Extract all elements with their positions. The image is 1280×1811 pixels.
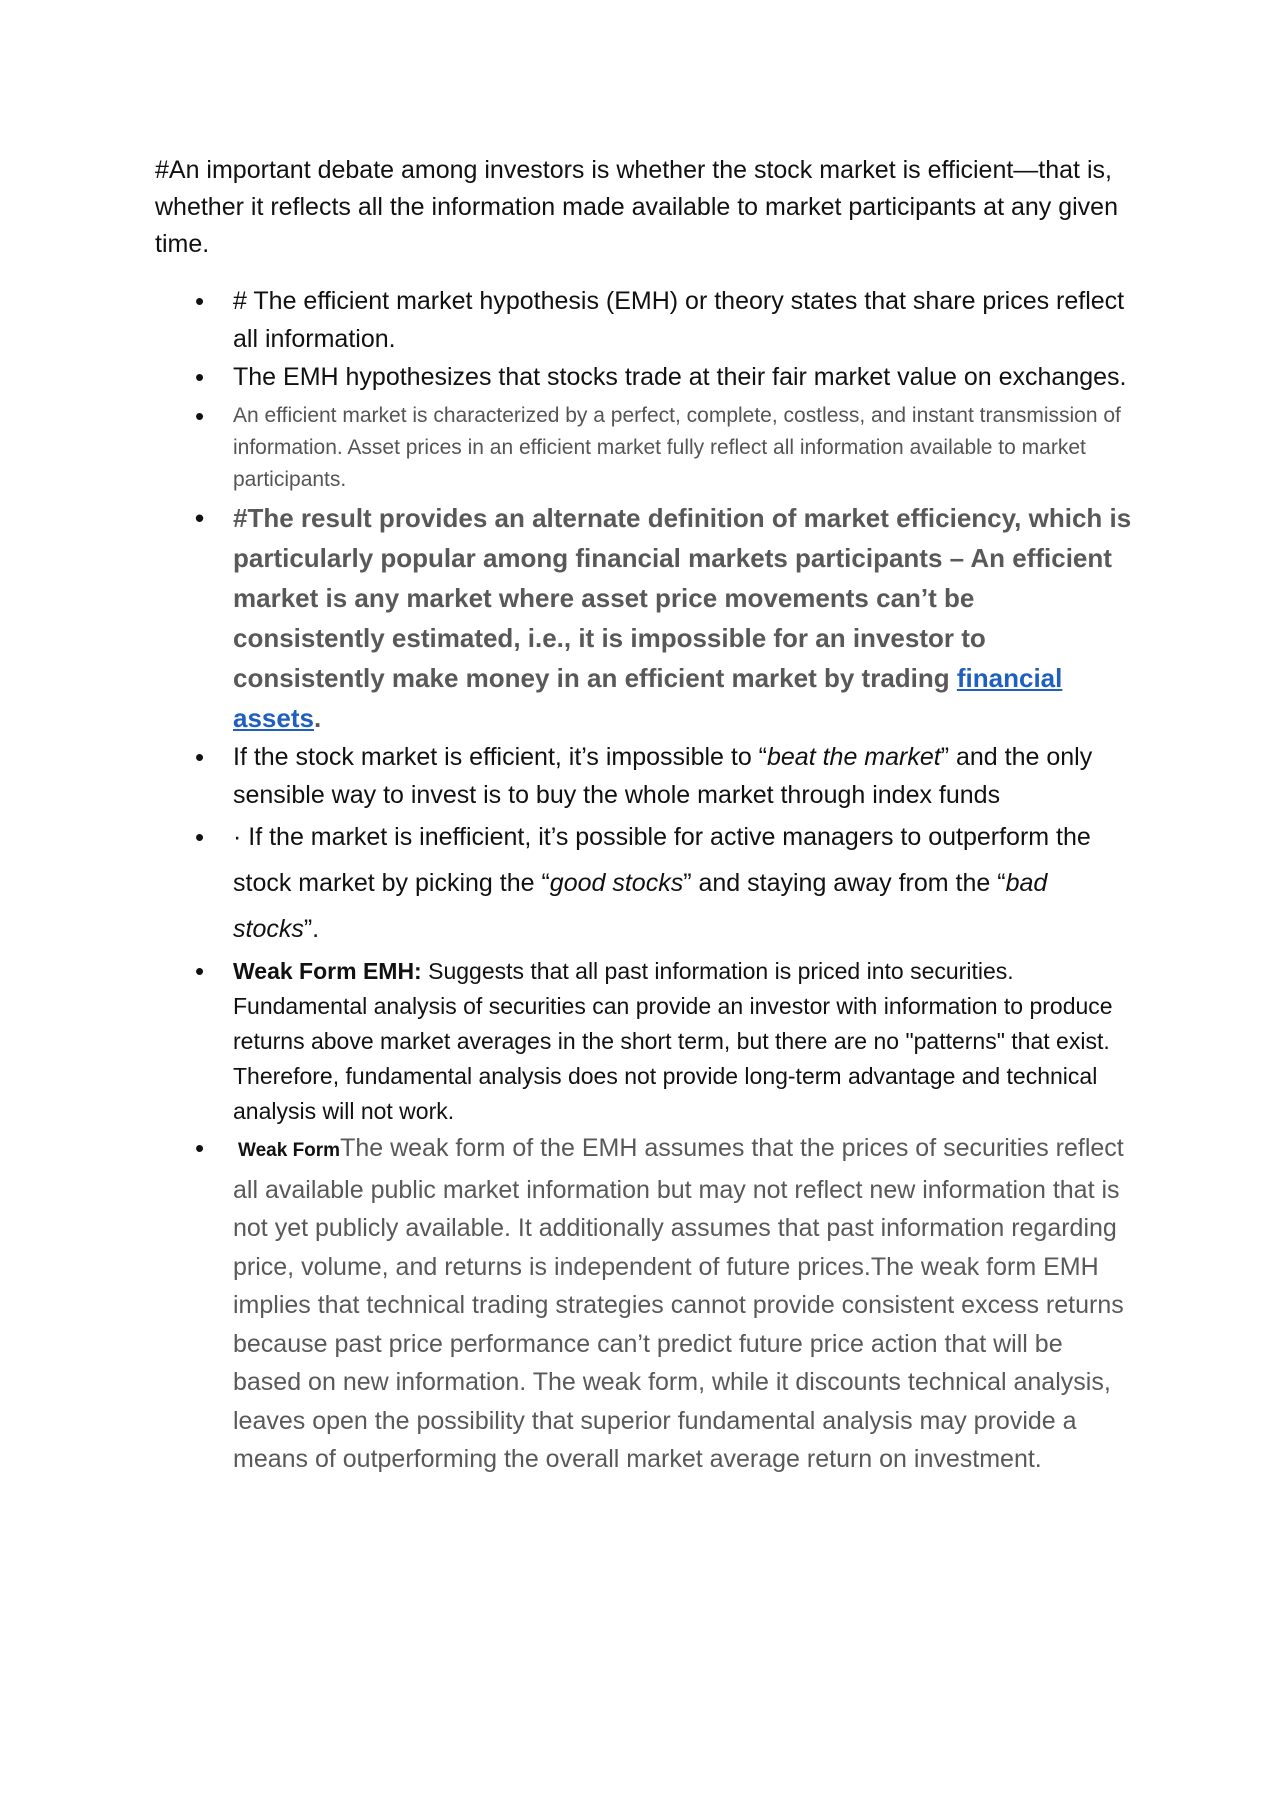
list-item-fair-value	[233, 358, 1133, 396]
bullet-list	[0, 282, 1280, 1479]
fair-value-text: The EMH hypothesizes that stocks trade at their fair market value on exchanges.	[233, 363, 1127, 391]
inefficient-middle: ” and staying away from the “	[683, 869, 1006, 897]
alternate-definition-end: .	[313, 703, 322, 733]
list-item-weak-form-emh	[233, 954, 1133, 1129]
weak-form-emh-text: Suggests that all past information is priced into securities. Fundamental analysis of securities can provide an investor with information to produce returns above market averages in the short term, but there are no "patterns" that exist. Therefore, fundamental analysis does not provide long-term advantage and technical analysis will not work.	[233, 958, 1113, 1124]
characterized-text: An efficient market is characterized by a perfect, complete, costless, and instant transmission of information. Asset prices in an efficient market fully reflect all information available to market participants.	[233, 404, 1121, 491]
emh-definition-text: # The efficient market hypothesis (EMH) or theory states that share prices reflect all information.	[233, 287, 1125, 353]
weak-form-label: Weak Form	[238, 1140, 341, 1161]
intro-paragraph: #An important debate among investors is whether the stock market is efficient—that is, whether it reflects all the information made available to market participants at any given time.	[155, 156, 1118, 258]
list-item-emh-definition	[233, 282, 1133, 358]
alternate-definition-text: #The result provides an alternate definition of market efficiency, which is particularly popular among financial markets participants – An efficient market is any market where asset price movements can’t be consistently estimated, i.e., it is impossible for an investor to consistently make money in an efficient market by trading	[233, 503, 1132, 693]
list-item-characterized	[233, 400, 1133, 496]
financial-assets-link[interactable]: financial assets	[233, 663, 1063, 733]
weak-form-emh-label: Weak Form EMH:	[233, 958, 422, 984]
list-item-beat-market	[233, 738, 1133, 814]
beat-market-after: ” and the only sensible way to invest is to buy the whole market through index funds	[233, 743, 1093, 809]
beat-market-italic: beat the market	[767, 743, 941, 771]
list-item-weak-form	[233, 1129, 1133, 1479]
weak-form-text: The weak form of the EMH assumes that the prices of securities reflect all available public market information but may not reflect new information that is not yet publicly available. It additionally assumes that past information regarding price, volume, and returns is independent of future prices.The weak form EMH implies that technical trading strategies cannot provide consistent excess returns because past price performance can’t predict future price action that will be based on new information. The weak form, while it discounts technical analysis, leaves open the possibility that superior fundamental analysis may provide a means of outperforming the overall market average return on investment.	[233, 1134, 1124, 1473]
list-item-alternate-definition	[233, 498, 1133, 738]
list-item-inefficient	[233, 814, 1133, 952]
inefficient-after: ”.	[303, 915, 320, 943]
inefficient-before: · If the market is inefficient, it’s possible for active managers to outperform the stock market by picking the “	[233, 823, 1091, 897]
good-stocks-italic: good stocks	[549, 869, 684, 897]
bad-stocks-italic: bad stocks	[233, 869, 1048, 943]
beat-market-before: If the stock market is efficient, it’s impossible to “	[233, 743, 767, 771]
